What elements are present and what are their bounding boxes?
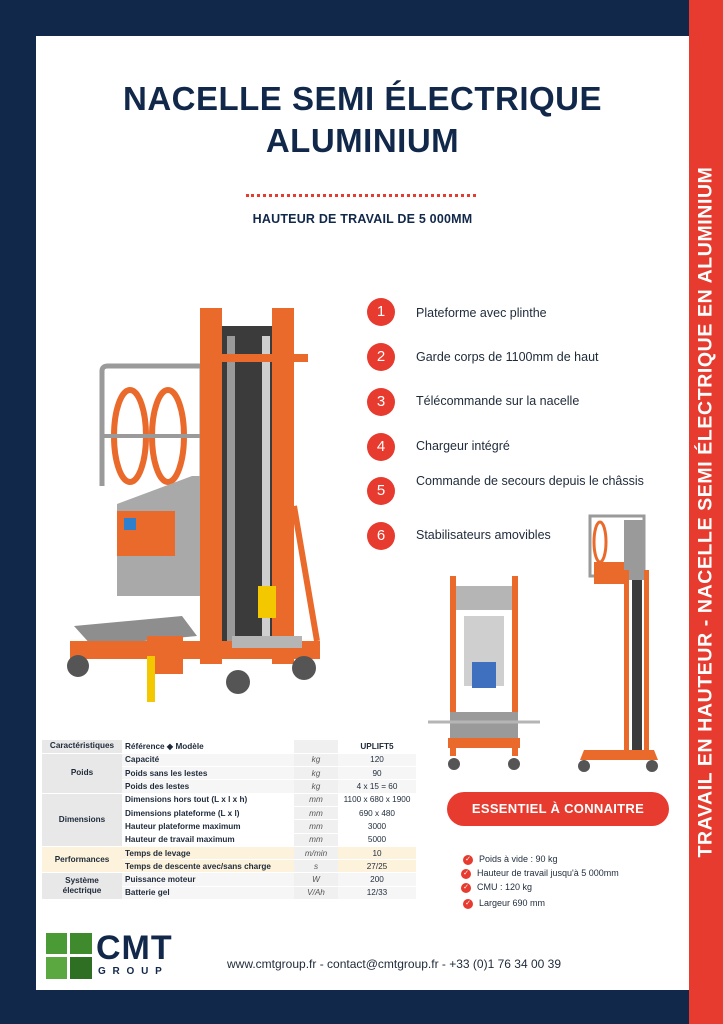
feature-text: Commande de secours depuis le châssis xyxy=(416,474,644,488)
side-view-image xyxy=(574,510,664,776)
category-cell: Performances xyxy=(42,846,122,873)
logo-sub-text: G R O U P xyxy=(98,966,164,977)
feature-text: Chargeur intégré xyxy=(416,439,510,453)
value-cell: 3000 xyxy=(338,820,416,833)
unit-cell: W xyxy=(294,873,338,886)
value-cell: 1100 x 680 x 1900 xyxy=(338,793,416,806)
list-item-text: Largeur 690 mm xyxy=(479,898,546,908)
front-view-image xyxy=(428,572,540,776)
side-banner-text: TRAVAIL EN HAUTEUR - NACELLE SEMI ÉLECTRIQUE EN ALUMINIUM xyxy=(694,166,717,858)
feature-text: Stabilisateurs amovibles xyxy=(416,528,551,542)
param-cell: Poids des lestes xyxy=(122,780,294,793)
list-item-text: Hauteur de travail jusqu'à 5 000mm xyxy=(477,868,619,878)
list-item xyxy=(463,898,545,909)
value-cell: 90 xyxy=(338,767,416,780)
list-item xyxy=(463,854,558,865)
check-icon: ✓ xyxy=(461,869,471,879)
list-item-text: Poids à vide : 90 kg xyxy=(479,854,558,864)
feature-number: 4 xyxy=(367,433,395,461)
param-cell: Hauteur de travail maximum xyxy=(122,833,294,846)
unit-cell: kg xyxy=(294,780,338,793)
table-header-param: Référence ◆ Modèle xyxy=(122,740,294,753)
category-cell: Système électrique xyxy=(42,873,122,900)
unit-cell: kg xyxy=(294,767,338,780)
table-header-row xyxy=(42,740,416,753)
feature-number: 3 xyxy=(367,388,395,416)
param-cell: Dimensions hors tout (L x l x h) xyxy=(122,793,294,806)
table-header-unit xyxy=(294,740,338,753)
value-cell: 12/33 xyxy=(338,886,416,899)
unit-cell: m/min xyxy=(294,846,338,859)
check-icon: ✓ xyxy=(463,899,473,909)
logo-main-text: CMT xyxy=(96,929,173,967)
footer-contact: www.cmtgroup.fr - contact@cmtgroup.fr - +33 (0)1 76 34 00 39 xyxy=(227,957,561,971)
param-cell: Poids sans les lestes xyxy=(122,767,294,780)
table-row xyxy=(42,753,416,766)
check-icon: ✓ xyxy=(461,883,471,893)
table-row xyxy=(42,873,416,886)
main-lift-image xyxy=(62,296,326,708)
unit-cell: V/Ah xyxy=(294,886,338,899)
logo-mark-icon xyxy=(46,933,92,979)
table-row xyxy=(42,793,416,806)
param-cell: Capacité xyxy=(122,753,294,766)
category-cell: Dimensions xyxy=(42,793,122,846)
title-line-2: ALUMINIUM xyxy=(265,122,460,159)
unit-cell: s xyxy=(294,860,338,873)
value-cell: 200 xyxy=(338,873,416,886)
value-cell: 4 x 15 = 60 xyxy=(338,780,416,793)
feature-number: 5 xyxy=(367,477,395,505)
value-cell: 10 xyxy=(338,846,416,859)
param-cell: Temps de levage xyxy=(122,846,294,859)
value-cell: 120 xyxy=(338,753,416,766)
param-cell: Batterie gel xyxy=(122,886,294,899)
unit-cell: mm xyxy=(294,806,338,819)
param-cell: Temps de descente avec/sans charge xyxy=(122,860,294,873)
table-row xyxy=(42,846,416,859)
list-item xyxy=(461,868,619,879)
param-cell: Dimensions plateforme (L x l) xyxy=(122,806,294,819)
specs-table xyxy=(42,740,416,900)
cmt-group-logo xyxy=(46,929,196,979)
list-item xyxy=(461,882,532,893)
feature-number: 2 xyxy=(367,343,395,371)
table-header-model: UPLIFT5 xyxy=(338,740,416,753)
unit-cell: mm xyxy=(294,793,338,806)
unit-cell: mm xyxy=(294,833,338,846)
dotted-divider xyxy=(246,194,476,197)
category-cell: Poids xyxy=(42,753,122,793)
table-header-category: Caractéristiques xyxy=(42,740,122,753)
page-subtitle: HAUTEUR DE TRAVAIL DE 5 000MM xyxy=(252,212,473,226)
value-cell: 5000 xyxy=(338,833,416,846)
value-cell: 690 x 480 xyxy=(338,806,416,819)
feature-text: Télécommande sur la nacelle xyxy=(416,394,580,408)
feature-text: Plateforme avec plinthe xyxy=(416,306,547,320)
title-line-1: NACELLE SEMI ÉLECTRIQUE xyxy=(122,80,603,117)
param-cell: Puissance moteur xyxy=(122,873,294,886)
value-cell: 27/25 xyxy=(338,860,416,873)
feature-number: 6 xyxy=(367,522,395,550)
feature-number: 1 xyxy=(367,298,395,326)
param-cell: Hauteur plateforme maximum xyxy=(122,820,294,833)
unit-cell: kg xyxy=(294,753,338,766)
list-item-text: CMU : 120 kg xyxy=(477,882,533,892)
check-icon: ✓ xyxy=(463,855,473,865)
page-title xyxy=(36,78,689,162)
essentiel-badge: ESSENTIEL À CONNAITRE xyxy=(447,792,669,826)
unit-cell: mm xyxy=(294,820,338,833)
feature-text: Garde corps de 1100mm de haut xyxy=(416,350,599,364)
